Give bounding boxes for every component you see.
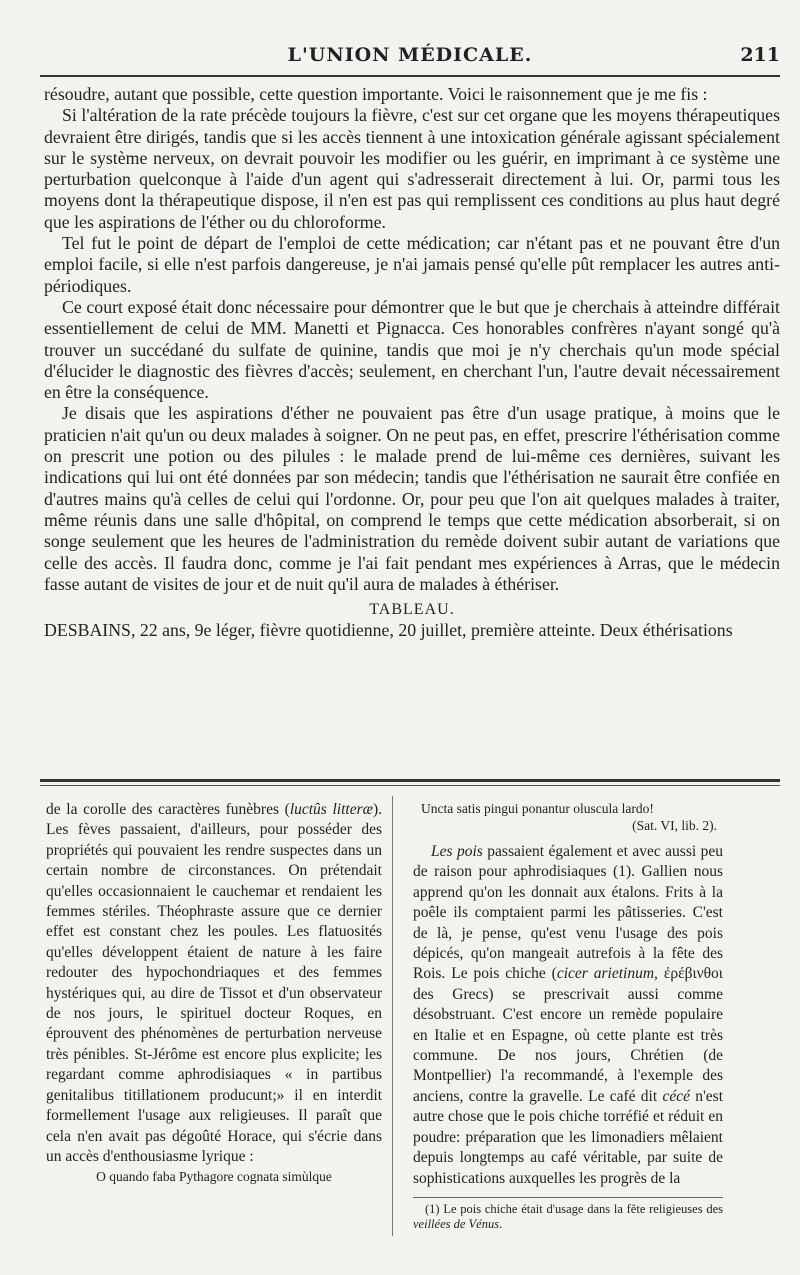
column-divider <box>392 796 393 1236</box>
text-run: (1) Le pois chiche était d'usage dans la fête religieuses des <box>425 1201 723 1216</box>
page-header <box>40 38 780 74</box>
italic-run: cicer arietinum <box>556 965 655 983</box>
italic-run: luctûs litteræ <box>289 801 373 818</box>
feuilleton-right-column <box>413 800 723 1232</box>
tableau-heading: TABLEAU. <box>369 601 455 619</box>
paragraph: Tel fut le point de départ de l'emploi de cette médication; car n'étant pas et ne pouvant être d'un emploi facile, si elle n'est parfois dangereuse, je n'ai jamais pensé qu'elle pût remplacer les autres anti-périodiques. <box>44 233 780 296</box>
paragraph: Ce court exposé était donc nécessaire pour démontrer que le but que je cherchais à atteindre différait essentiellement de celui de MM. Manetti et Pignacca. Ces honorables confrères n'ayant songé qu'à trouver un succédané du sulfate de quinine, tandis que moi je n'y cherchais qu'un mode spécial d'élucider le diagnostic des fièvres d'accès; seulement, en cherchant l'un, l'autre devait nécessairement en être la conséquence. <box>44 296 780 403</box>
footnote <box>413 1202 723 1232</box>
footnote-rule <box>413 1197 723 1198</box>
italic-run: Les pois <box>431 843 483 860</box>
paragraph: Je disais que les aspirations d'éther ne pouvaient pas être d'un usage pratique, à moins que le praticien n'ait qu'un ou deux malades à soigner. On ne peut pas, en effet, prescrire l'éthérisation comme on prescrit une potion ou des pilules : le malade prend de lui-même ces dernières, suivant les indications qui lui ont été données par son médecin; tandis que l'éthérisation ne saurait être confiée en d'autres mains qu'à celles de celui qui l'ordonne. Or, pour peu que l'on ait quelques malades à traiter, même réunis dans une salle d'hôpital, on comprend le temps que cette médication absorberait, si on songe seulement que les heures de l'administration du remède doivent subir autant de variations que celle des accès. Il faudra donc, comme je l'ai fait pendant mes expériences à Arras, que le médecin fasse autant de visites de jour et de nuit qu'il aura de malades à éthériser. <box>44 403 780 594</box>
paragraph: résoudre, autant que possible, cette question importante. Voici le raisonnement que je me fis : <box>44 84 708 104</box>
case-entry <box>44 620 780 641</box>
text-run: , ἐρέβινθοι des Grecs) se prescrivait aussi comme désobstruant. C'est encore un remède populaire en Italie et en Espagne, où cette plante est très commune. De nos jours, Chrétien (de Montpellier) l'a recommandé, à l'exemple des anciens, contre la gravelle. Le café dit <box>413 965 723 1105</box>
paragraph: Si l'altération de la rate précède toujours la fièvre, c'est sur cet organe que les moyens thérapeutiques devraient être dirigés, tandis que si les accès tiennent à une intoxication générale agissant spécialement sur le système nerveux, on devrait pouvoir les modifier ou les guérir, en imprimant à ce système une perturbation quelconque à l'aide d'un agent qui s'adresserait directement à lui. Or, parmi tous les moyens dont la thérapeutique dispose, il n'en est pas qui remplissent ces conditions au plus haut degré que les aspirations de l'éther ou du chloroforme. <box>44 105 780 232</box>
italic-run: cécé <box>662 1087 690 1105</box>
paragraph <box>46 800 382 1167</box>
text-run: ). Les fèves passaient, d'ailleurs, pour posséder des propriétés qui pouvaient les rendre suspectes dans un certain nombre de circonstances. On prétendait qu'elles occasionnaient le cauchemar et rendaient les femmes stériles. Théophraste assure que ce dernier effet est constant chez les poules. Les flatuosités qu'elles développent étaient de nature à les faire redouter des hypochondriaques et des femmes hystériques qui, au dire de Tissot et d'un observateur de nos jours, le spirituel docteur Roques, en éprouvent des phénomènes de perturbation nerveuse très pénibles. St-Jérôme est encore plus explicite; les regardant comme aphrodisiaques « in partibus genitalibus titillationem producunt;» il en interdit formellement l'usage aux religieuses. Il paraît que cela n'en avait pas dégoûté Horace, qui s'écrie dans un accès d'enthousiasme lyrique : <box>46 801 382 1165</box>
patient-name: DESBAINS, <box>44 620 136 641</box>
header-rule <box>40 75 780 77</box>
section-rule-thin <box>40 785 780 786</box>
verse-line: Uncta satis pingui ponantur oluscula lardo! <box>421 801 654 816</box>
verse-block <box>413 800 723 834</box>
text-run: passaient également et avec aussi peu de raison pour aphrodisiaques (1). Gallien nous apprend qu'on les donnait aux étalons. Frits à la poêle ils comptaient parmi les pâtisseries. C'est de là, je pense, qu'est venu l'usage des pois dépicés, qu'on mangeait autrefois à la fête des Rois. Le pois chiche ( <box>413 843 723 983</box>
italic-run: veillées de Vénus <box>413 1216 500 1231</box>
section-rule <box>40 779 780 782</box>
verse-line: O quando faba Pythagore cognata simùlque <box>96 1169 332 1185</box>
paragraph <box>413 842 723 1189</box>
main-text <box>44 84 780 642</box>
verse-citation: (Sat. VI, lib. 2). <box>632 818 717 833</box>
text-run: de la corolle des caractères funèbres ( <box>46 801 290 818</box>
page-number: 211 <box>740 44 780 66</box>
journal-title: L'UNION MÉDICALE. <box>287 44 533 66</box>
text-run: n'est autre chose que le pois chiche torréfié et réduit en poudre: préparation que les limonadiers mêlaient depuis longtemps au café véritable, par suite de sophistications auxquelles les progrès de la <box>413 1087 723 1187</box>
case-text: 22 ans, 9e léger, fièvre quotidienne, 20 juillet, première atteinte. Deux éthérisations <box>135 620 733 641</box>
text-run: . <box>499 1216 503 1231</box>
feuilleton-left-column <box>46 800 382 1188</box>
